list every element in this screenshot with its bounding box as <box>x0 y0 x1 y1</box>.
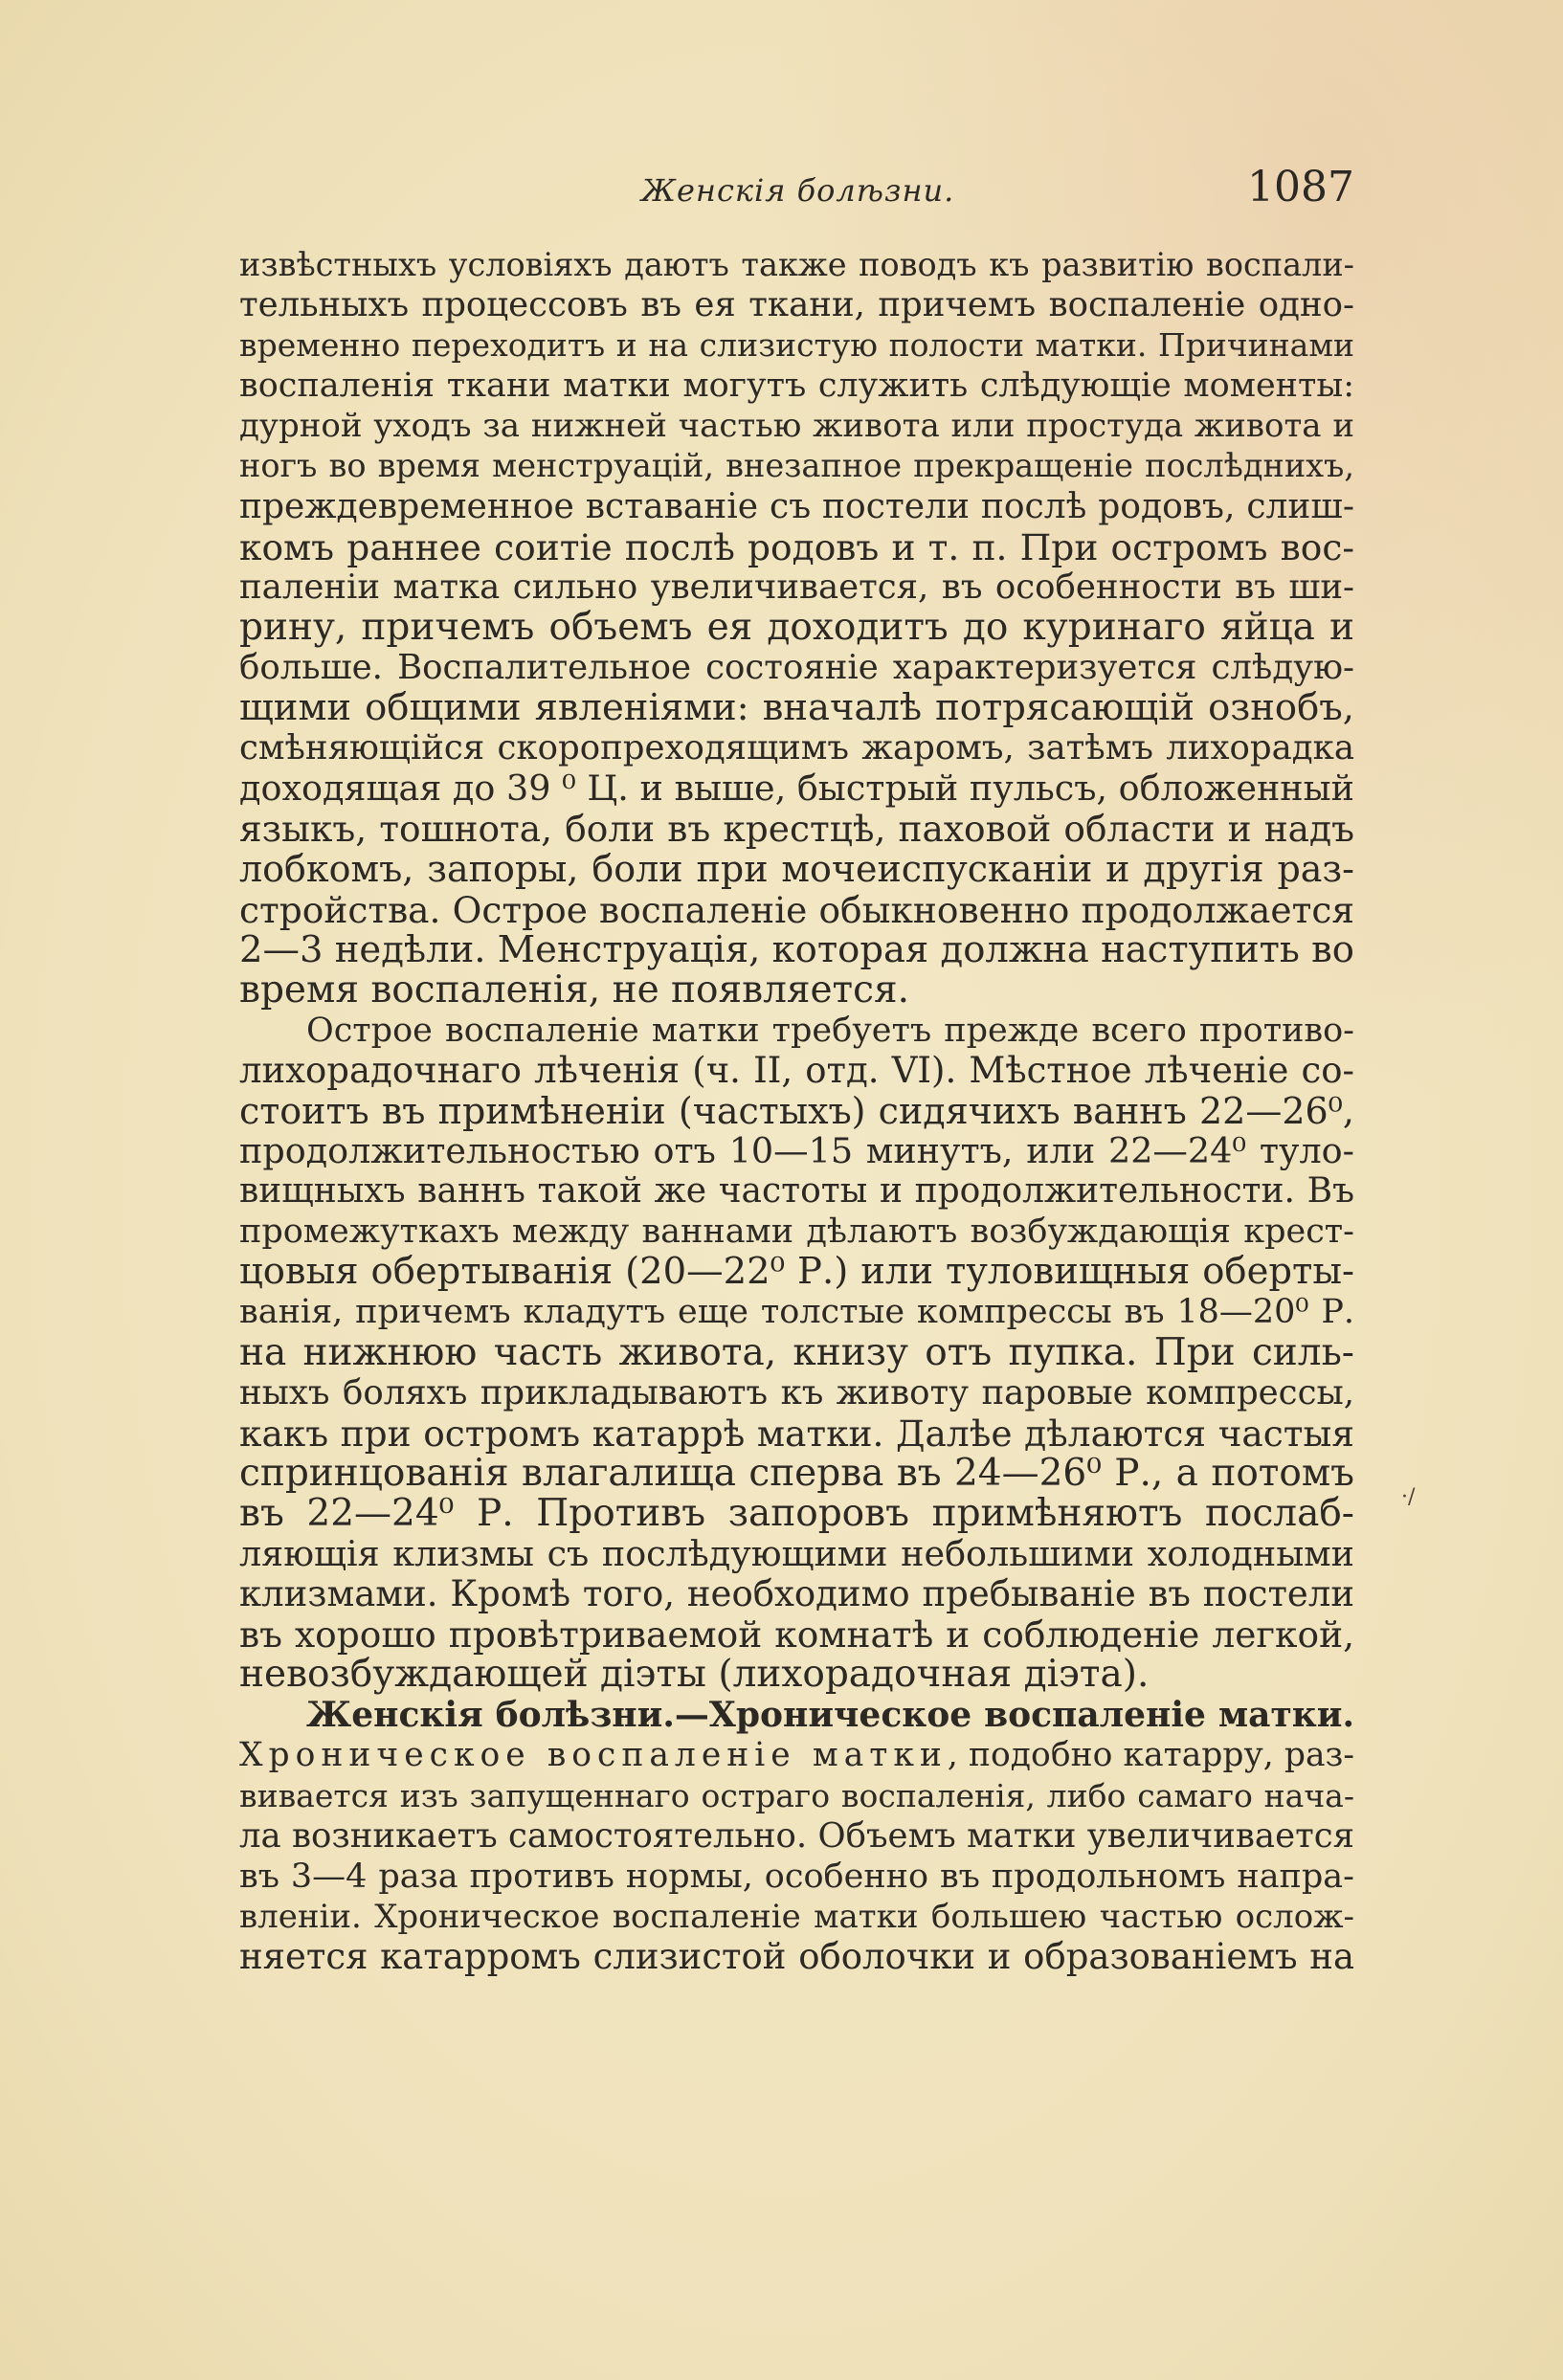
text-line: въ 22—24⁰ Р. Противъ запоровъ примѣняютъ послаб- <box>239 1493 1354 1534</box>
text-line: ныхъ боляхъ прикладываютъ къ животу паровые компрессы, <box>239 1372 1354 1412</box>
margin-mark: ·/ <box>1401 1485 1416 1509</box>
text-line: какъ при остромъ катаррѣ матки. Далѣе дѣлаются частыя <box>239 1412 1354 1454</box>
section-heading: Женскія болѣзни.—Хроническое воспаленіе матки. <box>306 1695 1354 1736</box>
text-line: продолжительностью отъ 10—15 минутъ, или 22—24⁰ туло- <box>239 1131 1354 1172</box>
text-line: въ 3—4 раза противъ нормы, особенно въ продольномъ напра- <box>239 1857 1354 1896</box>
text-line: спринцованія влагалища сперва въ 24—26⁰ Р., а потомъ <box>239 1453 1354 1494</box>
text-line: воспаленія ткани матки могутъ служить слѣдующіе моменты: <box>239 367 1354 406</box>
text-line: ванія, причемъ кладутъ еще толстые компрессы въ 18—20⁰ Р. <box>239 1293 1354 1332</box>
text-line: временно переходитъ и на слизистую полости матки. Причинами <box>239 326 1354 365</box>
text-line: лихорадочнаго лѣченія (ч. II, отд. VI). Мѣстное лѣченіе со- <box>239 1050 1354 1091</box>
spaced-term: Хроническое воспаленіе матки <box>239 1736 948 1775</box>
text-line: вивается изъ запущеннаго остраго воспаленія, либо самаго нача- <box>239 1776 1354 1814</box>
text-line: клизмами. Кромѣ того, необходимо пребываніе въ постели <box>239 1574 1354 1615</box>
text-line: щими общими явленіями: вначалѣ потрясающій ознобъ, <box>239 688 1354 729</box>
text-line: преждевременное вставаніе съ постели послѣ родовъ, слиш- <box>239 486 1354 526</box>
heading-rest: , подобно катарру, раз- <box>947 1736 1354 1775</box>
text-line: стоитъ въ примѣненіи (частыхъ) сидячихъ ваннъ 22—26⁰, <box>239 1090 1354 1132</box>
text-line: вленіи. Хроническое воспаленіе матки большею частью ослож- <box>239 1897 1354 1936</box>
text-line: языкъ, тошнота, боли въ крестцѣ, паховой области и надъ <box>239 809 1354 850</box>
page-number: 1087 <box>1247 163 1354 211</box>
body-text <box>239 245 1354 1977</box>
text-line: стройства. Острое воспаленіе обыкновенно продолжается <box>239 889 1354 930</box>
text-line: ногъ во время менструацій, внезапное прекращеніе послѣднихъ, <box>239 447 1354 485</box>
text-line: ляющія клизмы съ послѣдующими небольшими холодными <box>239 1534 1354 1574</box>
text-line: цовыя обертыванія (20—22⁰ Р.) или туловищныя оберты- <box>239 1252 1354 1293</box>
text-line: няется катарромъ слизистой оболочки и образованіемъ на <box>239 1936 1354 1977</box>
text-line: тельныхъ процессовъ въ ея ткани, причемъ воспаленіе одно- <box>239 285 1354 325</box>
text-line: невозбуждающей діэты (лихорадочная діэта). <box>239 1655 1150 1696</box>
text-line: на нижнюю часть живота, книзу отъ пупка. При силь- <box>239 1332 1354 1373</box>
text-line: комъ раннее соитіе послѣ родовъ и т. п. При остромъ вос- <box>239 526 1354 567</box>
heading-continuation <box>239 1735 1354 1775</box>
text-line: Острое воспаленіе матки требуетъ прежде всего противо- <box>306 1011 1354 1050</box>
text-line: извѣстныхъ условіяхъ даютъ также поводъ къ развитію воспали- <box>239 246 1354 283</box>
text-line: паленіи матка сильно увеличивается, въ особенности въ ши- <box>239 567 1354 607</box>
text-line: больше. Воспалительное состояніе характеризуется слѣдую- <box>239 647 1354 687</box>
text-line: рину, причемъ объемъ ея доходитъ до куринаго яйца и <box>239 607 1354 648</box>
text-line: время воспаленія, не появляется. <box>239 969 909 1011</box>
text-line: лобкомъ, запоры, боли при мочеиспусканіи и другія раз- <box>239 849 1354 890</box>
text-line: смѣняющійся скоропреходящимъ жаромъ, затѣмъ лихорадка <box>239 728 1354 768</box>
running-header <box>239 163 1354 220</box>
text-line: ла возникаетъ самостоятельно. Объемъ матки увеличивается <box>239 1815 1354 1856</box>
text-line: промежуткахъ между ваннами дѣлаютъ возбуждающія крест- <box>239 1212 1354 1252</box>
text-line: дурной уходъ за нижней частью живота или простуда живота и <box>239 407 1354 446</box>
text-line: вищныхъ ваннъ такой же частоты и продолжительности. Въ <box>239 1171 1354 1212</box>
text-line: въ хорошо провѣтриваемой комнатѣ и соблюденіе легкой, <box>239 1614 1354 1656</box>
header-title: Женскія болѣзни. <box>641 172 955 209</box>
text-line: 2—3 недѣли. Менструація, которая должна наступить во <box>239 929 1354 970</box>
text-line: доходящая до 39 ⁰ Ц. и выше, быстрый пульсъ, обложенный <box>239 768 1354 810</box>
